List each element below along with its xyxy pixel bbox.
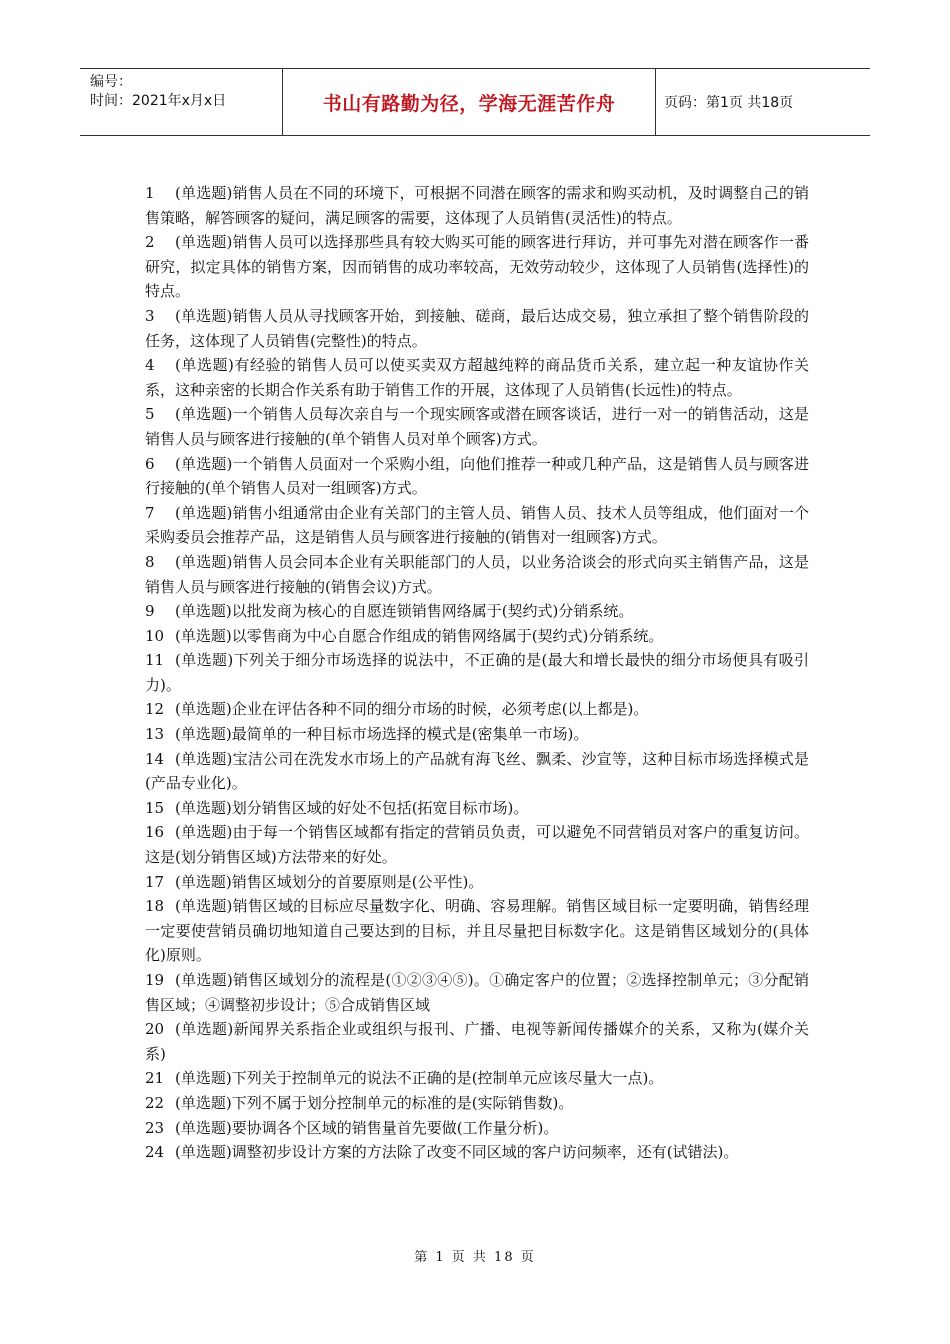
question-text: (单选题)下列不属于划分控制单元的标准的是(实际销售数)。 — [175, 1093, 574, 1112]
question-number: 1 — [145, 184, 155, 202]
question-text: (单选题)由于每一个销售区域都有指定的营销员负责，可以避免不同营销员对客户的重复访问。这是(划分销售区域)方法带来的好处。 — [145, 823, 809, 867]
question-text: (单选题)划分销售区域的好处不包括(拓宽目标市场)。 — [175, 798, 529, 817]
question-item — [145, 870, 809, 895]
question-item — [145, 722, 809, 747]
question-number: 9 — [145, 602, 155, 621]
question-text: (单选题)最简单的一种目标市场选择的模式是(密集单一市场)。 — [175, 725, 589, 744]
question-number: 15 — [145, 798, 165, 817]
question-text: (单选题)要协调各个区域的销售量首先要做(工作量分析)。 — [175, 1118, 559, 1137]
header-page-info: 页码：第1页 共18页 — [664, 95, 794, 111]
question-item — [145, 796, 809, 821]
question-item — [145, 1140, 809, 1165]
question-number: 23 — [145, 1118, 165, 1137]
code-label: 编号： — [90, 74, 132, 90]
question-text: (单选题)下列关于控制单元的说法不正确的是(控制单元应该尽量大一点)。 — [175, 1069, 664, 1088]
question-item — [145, 747, 809, 796]
question-number: 18 — [145, 897, 165, 916]
question-text: (单选题)销售小组通常由企业有关部门的主管人员、销售人员、技术人员等组成，他们面对一个采购委员会推荐产品，这是销售人员与顾客进行接触的(销售对一组顾客)方式。 — [145, 503, 809, 547]
question-number: 6 — [145, 454, 155, 473]
question-item — [145, 648, 809, 697]
question-text: (单选题)宝洁公司在洗发水市场上的产品就有海飞丝、飘柔、沙宣等，这种目标市场选择模式是(产品专业化)。 — [145, 749, 809, 793]
question-item — [145, 1017, 809, 1066]
question-text: (单选题)销售区域划分的首要原则是(公平性)。 — [175, 872, 484, 891]
question-list — [145, 181, 809, 1165]
question-text: (单选题)一个销售人员面对一个采购小组，向他们推荐一种或几种产品，这是销售人员与顾客进行接触的(单个销售人员对一组顾客)方式。 — [145, 454, 809, 498]
question-item — [145, 697, 809, 722]
question-item — [145, 353, 809, 402]
question-number: 24 — [145, 1143, 165, 1162]
question-item — [145, 501, 809, 550]
question-text: (单选题)下列关于细分市场选择的说法中，不正确的是(最大和增长最快的细分市场便具有吸引力)。 — [145, 651, 809, 694]
question-text: (单选题)销售人员在不同的环境下，可根据不同潜在顾客的需求和购买动机，及时调整自己的销售策略，解答顾客的疑问，满足顾客的需要，这体现了人员销售(灵活性)的特点。 — [145, 184, 809, 227]
question-item — [145, 452, 809, 501]
question-text: (单选题)销售区域划分的流程是(①②③④⑤)。①确定客户的位置；②选择控制单元；③分配销售区域；④调整初步设计；⑤合成销售区域 — [145, 971, 809, 1014]
question-number: 4 — [145, 356, 155, 375]
question-item — [145, 599, 809, 624]
question-item — [145, 1066, 809, 1091]
question-item — [145, 1116, 809, 1141]
question-number: 21 — [145, 1069, 165, 1088]
question-number: 10 — [145, 626, 165, 645]
question-text: (单选题)销售人员会同本企业有关职能部门的人员，以业务洽谈会的形式向买主销售产品，这是销售人员与顾客进行接触的(销售会议)方式。 — [145, 552, 809, 596]
question-number: 12 — [145, 700, 165, 719]
question-number: 22 — [145, 1093, 165, 1112]
header-motto: 书山有路勤为径，学海无涯苦作舟 — [282, 69, 656, 135]
question-number: 2 — [145, 233, 155, 252]
question-number: 16 — [145, 823, 165, 842]
question-text: (单选题)调整初步设计方案的方法除了改变不同区域的客户访问频率，还有(试错法)。 — [175, 1143, 739, 1162]
page-footer: 第 1 页 共 18 页 — [414, 1250, 536, 1265]
question-text: (单选题)新闻界关系指企业或组织与报刊、广播、电视等新闻传播媒介的关系，又称为(媒介关系) — [145, 1020, 809, 1063]
question-number: 7 — [145, 503, 155, 522]
question-text: (单选题)销售区域的目标应尽量数字化、明确、容易理解。销售区域目标一定要明确，销售经理一定要使营销员确切地知道自己要达到的目标，并且尽量把目标数字化。这是销售区域划分的(具体化)原则。 — [145, 897, 809, 965]
question-text: (单选题)以批发商为核心的自愿连锁销售网络属于(契约式)分销系统。 — [175, 602, 634, 621]
question-text: (单选题)销售人员可以选择那些具有较大购买可能的顾客进行拜访，并可事先对潜在顾客作一番研究，拟定具体的销售方案，因而销售的成功率较高，无效劳动较少，这体现了人员销售(选择性)的特点。 — [145, 233, 809, 301]
question-number: 5 — [145, 405, 155, 424]
header-meta — [80, 69, 282, 135]
question-number: 20 — [145, 1020, 165, 1039]
question-item — [145, 402, 809, 451]
question-item — [145, 624, 809, 649]
question-text: (单选题)一个销售人员每次亲自与一个现实顾客或潜在顾客谈话，进行一对一的销售活动，这是销售人员与顾客进行接触的(单个销售人员对单个顾客)方式。 — [145, 405, 809, 448]
question-item — [145, 181, 809, 230]
question-item — [145, 550, 809, 599]
question-item — [145, 894, 809, 968]
question-number: 14 — [145, 749, 165, 768]
question-number: 3 — [145, 306, 155, 325]
question-number: 13 — [145, 725, 165, 744]
question-number: 17 — [145, 872, 165, 891]
question-item — [145, 820, 809, 869]
question-text: (单选题)有经验的销售人员可以使买卖双方超越纯粹的商品货币关系，建立起一种友谊协作关系，这种亲密的长期合作关系有助于销售工作的开展，这体现了人员销售(长远性)的特点。 — [145, 356, 809, 399]
question-text: (单选题)以零售商为中心自愿合作组成的销售网络属于(契约式)分销系统。 — [175, 626, 664, 645]
question-item — [145, 304, 809, 353]
question-text: (单选题)企业在评估各种不同的细分市场的时候，必须考虑(以上都是)。 — [175, 700, 649, 719]
question-number: 11 — [145, 651, 165, 670]
question-text: (单选题)销售人员从寻找顾客开始，到接触、磋商，最后达成交易，独立承担了整个销售阶段的任务，这体现了人员销售(完整性)的特点。 — [145, 306, 809, 350]
question-item — [145, 230, 809, 304]
page-header — [80, 68, 870, 136]
question-number: 8 — [145, 552, 155, 571]
date-label: 时间：2021年x月x日 — [90, 93, 227, 109]
question-item — [145, 1091, 809, 1116]
question-number: 19 — [145, 971, 165, 989]
question-item — [145, 968, 809, 1017]
